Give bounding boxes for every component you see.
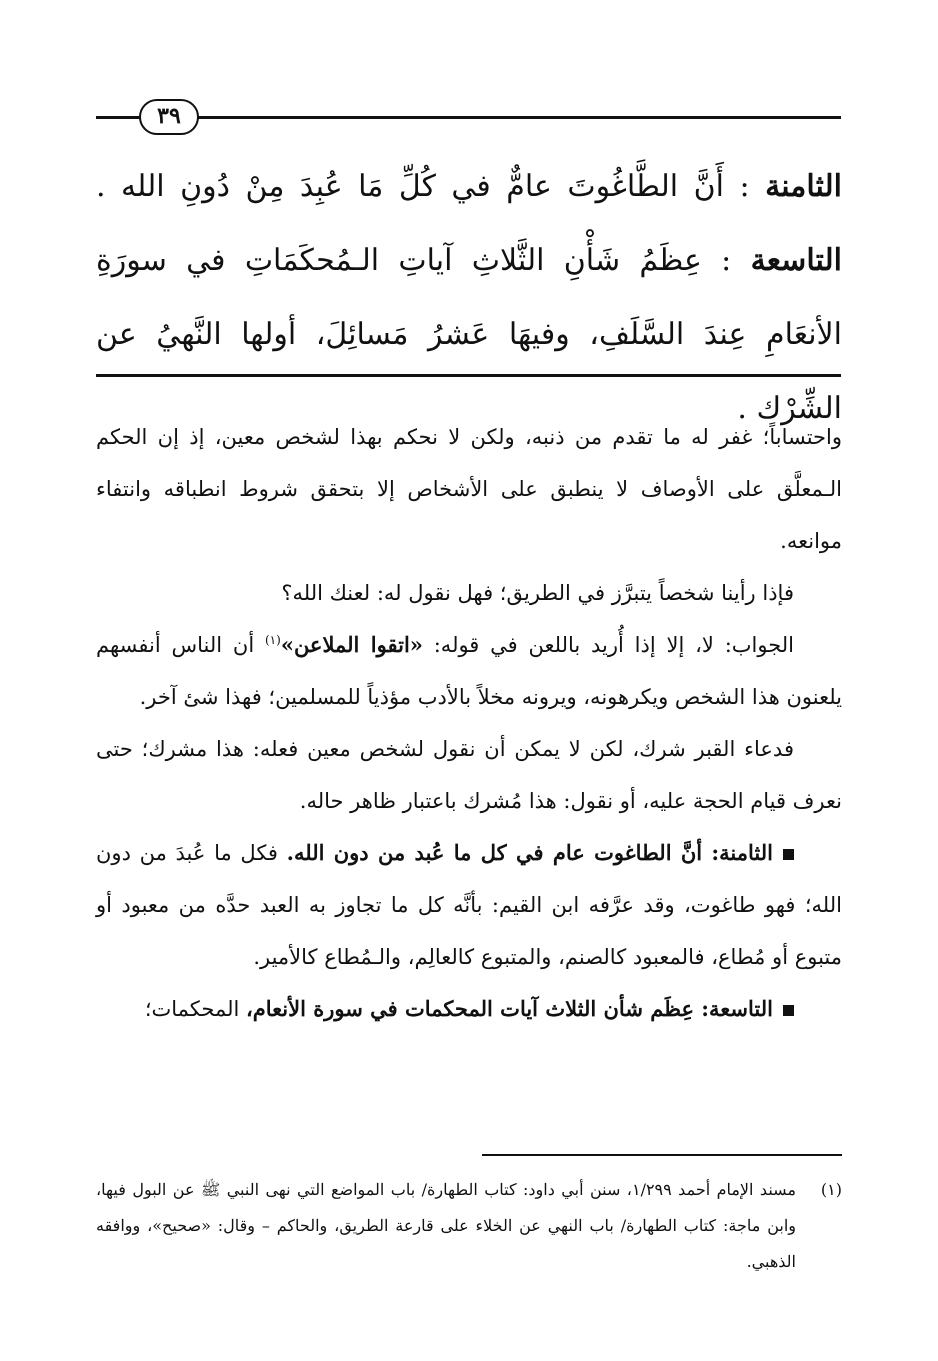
paragraph-6: [96, 983, 842, 1035]
eighth-heading: الثامنة: أنَّ الطاغوت عام في كل ما عُبد من دون الله.: [286, 840, 773, 865]
body-text: [96, 411, 842, 1035]
ninth-heading: التاسعة: عِظَم شأن الثلاث آيات المحكمات في سورة الأنعام،: [246, 996, 773, 1021]
footnote-text: مسند الإمام أحمد ١/٢٩٩، سنن أبي داود: كتاب الطهارة/ باب المواضع التي نهى النبي ﷺ عن البول فيها، وابن ماجة: كتاب الطهارة/ باب النهي عن الخلاء على قارعة الطريق، والحاكم – وقال: «صحيح»، ووافقه الذهبي.: [96, 1180, 797, 1271]
ninth-label: التاسعة: [750, 243, 842, 278]
hadith-quote: «اتقوا الملاعن»: [280, 632, 423, 657]
square-bullet-icon: [783, 849, 794, 860]
paragraph-3-end: أن الناس أنفسهم يلعنون هذا الشخص ويكرهونه، ويرونه مخلاً بالأدب مؤذياً للمسلمين؛ فهذا شئ آخر.: [96, 633, 842, 709]
header-rule: [96, 116, 841, 119]
footnote-ref[interactable]: (١): [264, 633, 281, 647]
ninth-explanation: المحكمات؛: [144, 997, 246, 1021]
page-number: ٣٩: [139, 99, 199, 135]
footnote-number: (١): [820, 1180, 842, 1199]
eighth-text: : أَنَّ الطَّاغُوتَ عامٌّ في كُلِّ مَا عُبِدَ مِنْ دُونِ الله .: [96, 169, 750, 204]
ninth-text: : عِظَمُ شَأْنِ الثَّلاثِ آياتِ الـمُحكَمَاتِ في سورَةِ الأنعَامِ عِندَ السَّلَفِ، وفيهَا عَشرُ مَسائِلَ، أولها النَّهيُ عن الشِّرْك .: [96, 243, 842, 426]
footnote-divider: [482, 1154, 842, 1156]
square-bullet-icon: [783, 1005, 794, 1016]
eighth-label: الثامنة: [765, 169, 842, 204]
eighth-explanation: فكل ما عُبدَ من دون الله؛ فهو طاغوت، وقد عرَّفه ابن القيم: بأنَّه كل ما تجاوز به العبد حدَّه من معبود أو متبوع أو مُطاع، فالمعبود كالصنم، والمتبوع كالعالِم، والـمُطاع كالأمير.: [96, 841, 842, 969]
paragraph-4: فدعاء القبر شرك، لكن لا يمكن أن نقول لشخص معين فعله: هذا مشرك؛ حتى نعرف قيام الحجة عليه، أو نقول: هذا مُشرك باعتبار ظاهر حاله.: [96, 737, 842, 813]
paragraph-3-start: الجواب: لا، إلا إذا أُريد باللعن في قوله:: [422, 633, 795, 657]
summary-divider: [96, 374, 841, 377]
paragraph-5: [96, 827, 842, 983]
paragraph-2: فإذا رأينا شخصاً يتبرَّز في الطريق؛ فهل نقول له: لعنك الله؟: [281, 581, 794, 605]
chapter-summary: [96, 150, 842, 446]
paragraph-1: واحتساباً؛ غفر له ما تقدم من ذنبه، ولكن لا نحكم بهذا لشخص معين، إذ إن الحكم الـمعلَّق على الأوصاف لا ينطبق على الأشخاص إلا بتحقق شروط انطباقه وانتفاء موانعه.: [96, 425, 842, 553]
footnote: [96, 1172, 842, 1280]
paragraph-3: [96, 619, 842, 723]
